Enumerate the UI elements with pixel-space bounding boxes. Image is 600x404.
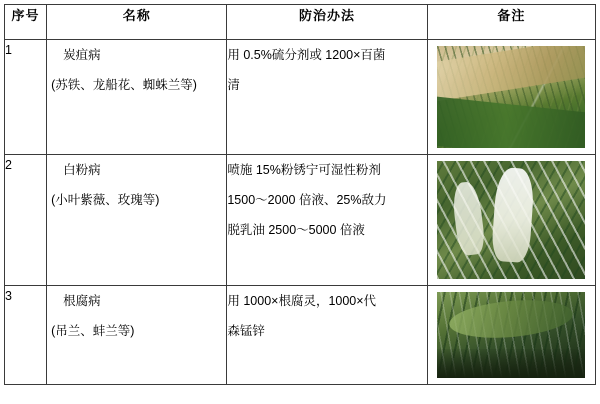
cell-no: 3 — [5, 286, 47, 385]
spider-plant-root-rot-photo — [437, 292, 585, 378]
host-plants: (吊兰、蚌兰等) — [51, 324, 135, 338]
host-plants: (小叶紫薇、玫瑰等) — [51, 193, 160, 207]
treatment-line: 用 1000×根腐灵，1000×代 — [227, 294, 377, 308]
treatment-line: 喷施 15%粉锈宁可湿性粉剂 — [227, 163, 381, 177]
cell-name — [47, 155, 227, 286]
cell-treatment — [227, 155, 427, 286]
cell-remark — [427, 40, 595, 155]
table-row — [5, 40, 596, 155]
disease-name: 根腐病 — [63, 294, 101, 308]
white-flower-spikes-powdery-mildew-photo — [437, 161, 585, 279]
disease-name: 炭疽病 — [63, 48, 101, 62]
treatment-line: 脱乳油 2500～5000 倍液 — [227, 223, 365, 237]
cell-treatment — [227, 40, 427, 155]
cell-remark — [427, 155, 595, 286]
disease-name: 白粉病 — [63, 163, 101, 177]
treatment-line: 用 0.5%硫分剂或 1200×百菌 — [227, 48, 386, 62]
cell-name — [47, 286, 227, 385]
cell-remark — [427, 286, 595, 385]
host-plants: (苏铁、龙船花、蜘蛛兰等) — [51, 78, 197, 92]
table-header-row — [5, 5, 596, 40]
treatment-line: 清 — [227, 78, 240, 92]
column-header-remark: 备注 — [427, 5, 595, 40]
table-row — [5, 286, 596, 385]
column-header-no: 序号 — [5, 5, 47, 40]
treatment-line: 1500～2000 倍液、25%敌力 — [227, 193, 387, 207]
table-row — [5, 155, 596, 286]
pest-control-table — [4, 4, 596, 385]
cell-no: 2 — [5, 155, 47, 286]
column-header-name: 名称 — [47, 5, 227, 40]
column-header-treatment: 防治办法 — [227, 5, 427, 40]
cell-no: 1 — [5, 40, 47, 155]
cell-name — [47, 40, 227, 155]
cell-treatment — [227, 286, 427, 385]
palm-fronds-anthracnose-photo — [437, 46, 585, 148]
treatment-line: 森锰锌 — [227, 324, 265, 338]
